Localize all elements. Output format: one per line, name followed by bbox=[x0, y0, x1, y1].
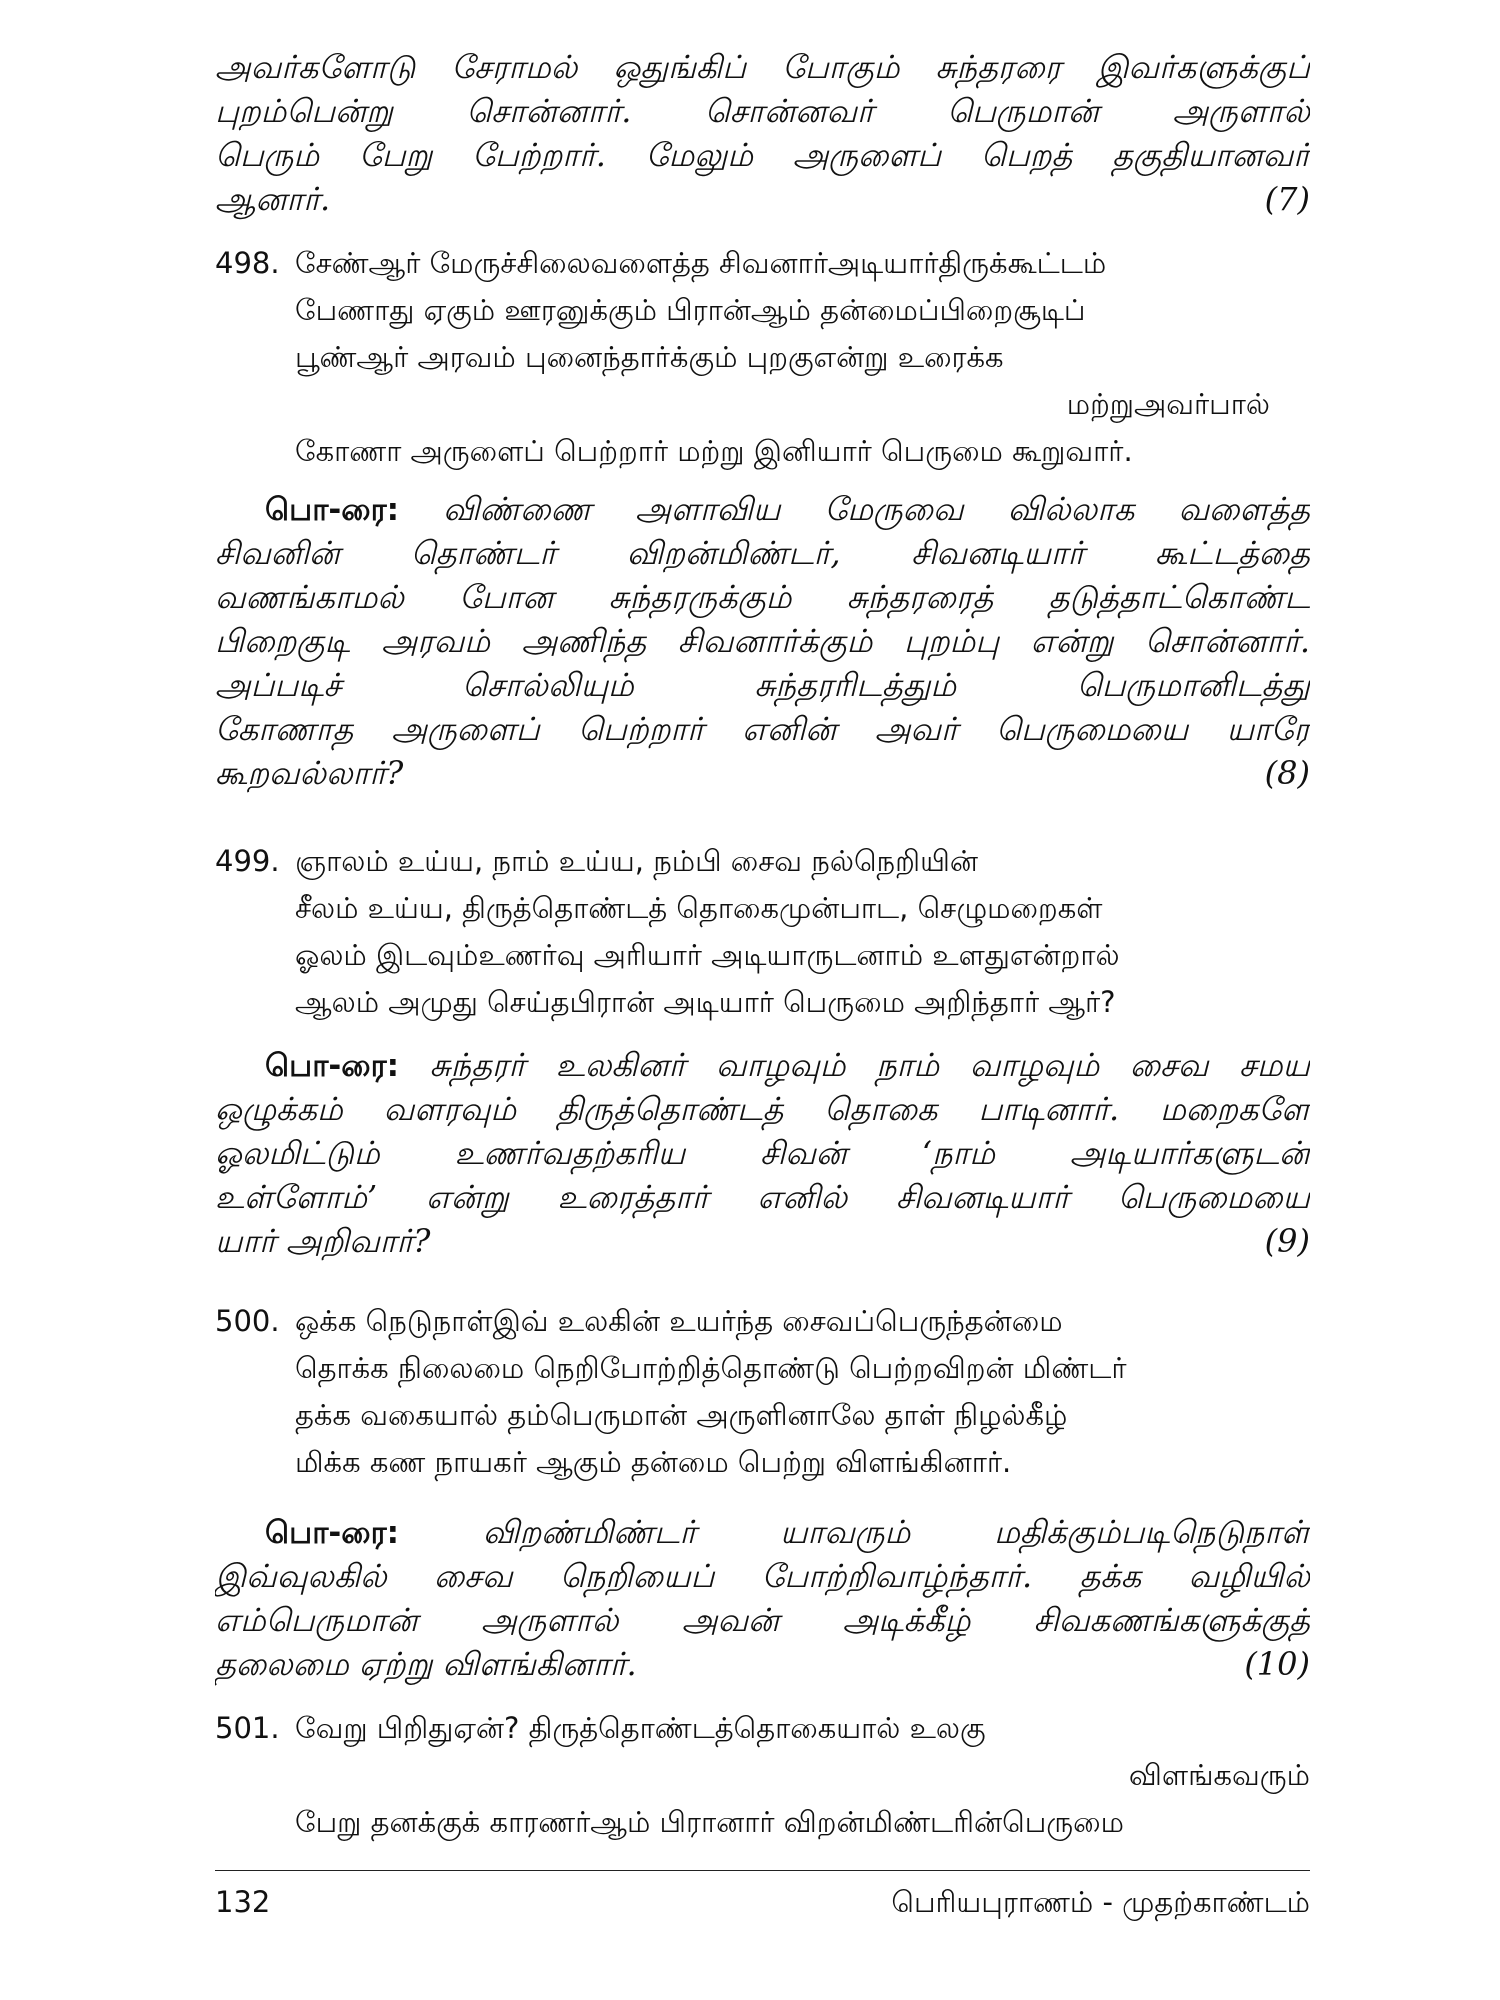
verse-line: தக்க வகையால் தம்பெருமான் அருளினாலே தாள் நிழல்கீழ் bbox=[295, 1398, 1068, 1432]
commentary-last-line bbox=[215, 1642, 1310, 1686]
verse-500 bbox=[215, 1298, 1127, 1486]
commentary-last-line bbox=[215, 1219, 1310, 1263]
verse-line: சீலம் உய்ய, திருத்தொண்டத் தொகைமுன்பாட, செழுமறைகள் bbox=[295, 891, 1103, 925]
verse-continuation: மற்றுஅவர்பால் bbox=[1066, 387, 1270, 421]
verse-501 bbox=[215, 1705, 1310, 1846]
verse-text: சேண்ஆர் மேருச்சிலைவளைத்த சிவனார்அடியார்திருக்கூட்டம் bbox=[295, 246, 1107, 280]
commentary-text: ஆனார். bbox=[215, 180, 331, 218]
commentary-text: தலைமை ஏற்று விளங்கினார். bbox=[215, 1645, 637, 1683]
verse-line bbox=[215, 240, 1270, 287]
verse-line: பேணாது ஏகும் ஊரனுக்கும் பிரான்ஆம் தன்மைப்பிறைசூடிப் bbox=[295, 293, 1086, 327]
commentary-line: அப்படிச் சொல்லியும் சுந்தரரிடத்தும் பெருமானிடத்து bbox=[215, 666, 1310, 704]
book-title: பெரியபுராணம் - முதற்காண்டம் bbox=[891, 1885, 1310, 1919]
commentary-label: பொ-ரை: bbox=[265, 492, 400, 528]
commentary-last-line bbox=[215, 177, 1310, 221]
commentary-line: புறம்பென்று சொன்னார். சொன்னவர் பெருமான் அருளால் bbox=[215, 92, 1310, 130]
verse-continuation: விளங்கவரும் bbox=[1128, 1758, 1310, 1792]
commentary-line: சிவனின் தொண்டர் விறன்மிண்டர், சிவனடியார் கூட்டத்தை bbox=[215, 534, 1310, 572]
commentary-line: அவர்களோடு சேராமல் ஒதுங்கிப் போகும் சுந்தரரை இவர்களுக்குப் bbox=[215, 48, 1310, 86]
verse-line bbox=[215, 1705, 1310, 1752]
verse-line: ஆலம் அமுது செய்தபிரான் அடியார் பெருமை அறிந்தார் ஆர்? bbox=[295, 985, 1116, 1019]
commentary-line: பெரும் பேறு பேற்றார். மேலும் அருளைப் பெறத் தகுதியானவர் bbox=[215, 136, 1310, 174]
commentary-line: ஒழுக்கம் வளரவும் திருத்தொண்டத் தொகை பாடினார். மறைகளே bbox=[215, 1090, 1310, 1128]
commentary-first-line bbox=[215, 487, 1310, 531]
footer-rule bbox=[215, 1870, 1310, 1871]
verse-line: பூண்ஆர் அரவம் புனைந்தார்க்கும் புறகுஎன்று உரைக்க bbox=[295, 340, 1004, 374]
commentary-number: (8) bbox=[1264, 754, 1310, 792]
verse-line: தொக்க நிலைமை நெறிபோற்றித்தொண்டு பெற்றவிறன் மிண்டர் bbox=[295, 1351, 1127, 1385]
commentary-first-line bbox=[215, 1043, 1310, 1087]
commentary-8 bbox=[215, 487, 1310, 795]
verse-text: ஞாலம் உய்ய, நாம் உய்ய, நம்பி சைவ நல்நெறியின் bbox=[295, 844, 978, 878]
commentary-number: (10) bbox=[1244, 1645, 1310, 1683]
commentary-text: யார் அறிவார்? bbox=[215, 1222, 431, 1260]
commentary-number: (9) bbox=[1264, 1222, 1310, 1260]
commentary-text: கூறவல்லார்? bbox=[215, 754, 404, 792]
commentary-line: வணங்காமல் போன சுந்தரருக்கும் சுந்தரரைத் தடுத்தாட்கொண்ட bbox=[215, 578, 1310, 616]
verse-number: 500. bbox=[215, 1304, 280, 1338]
commentary-line: பிறைகுடி அரவம் அணிந்த சிவனார்க்கும் புறம்பு என்று சொன்னார். bbox=[215, 622, 1310, 660]
verse-number: 501. bbox=[215, 1711, 280, 1745]
commentary-number: (7) bbox=[1264, 180, 1310, 218]
commentary-text: விறண்மிண்டர் யாவரும் மதிக்கும்படிநெடுநாள் bbox=[482, 1513, 1310, 1551]
commentary-line: இவ்வுலகில் சைவ நெறியைப் போற்றிவாழ்ந்தார். தக்க வழியில் bbox=[215, 1557, 1310, 1595]
commentary-line: எம்பெருமான் அருளால் அவன் அடிக்கீழ் சிவகணங்களுக்குத் bbox=[215, 1601, 1310, 1639]
verse-line: பேறு தனக்குக் காரணர்ஆம் பிரானார் விறன்மிண்டரின்பெருமை bbox=[295, 1805, 1124, 1839]
commentary-7 bbox=[215, 45, 1310, 221]
verse-line: கோணா அருளைப் பெற்றார் மற்று இனியார் பெருமை கூறுவார். bbox=[295, 434, 1133, 468]
commentary-last-line bbox=[215, 751, 1310, 795]
verse-499 bbox=[215, 838, 1120, 1026]
verse-line bbox=[215, 1298, 1126, 1345]
verse-line: மிக்க கண நாயகர் ஆகும் தன்மை பெற்று விளங்கினார். bbox=[295, 1445, 1012, 1479]
verse-text: வேறு பிறிதுஏன்? திருத்தொண்டத்தொகையால் உலகு bbox=[295, 1711, 986, 1745]
commentary-line: கோணாத அருளைப் பெற்றார் எனின் அவர் பெருமையை யாரே bbox=[215, 710, 1310, 748]
commentary-line: உள்ளோம்’ என்று உரைத்தார் எனில் சிவனடியார் பெருமையை bbox=[215, 1178, 1310, 1216]
commentary-label: பொ-ரை: bbox=[265, 1048, 400, 1084]
commentary-first-line bbox=[215, 1510, 1310, 1554]
commentary-text: விண்ணை அளாவிய மேருவை வில்லாக வளைத்த bbox=[443, 490, 1310, 528]
commentary-label: பொ-ரை: bbox=[265, 1515, 400, 1551]
verse-text: ஒக்க நெடுநாள்இவ் உலகின் உயர்ந்த சைவப்பெருந்தன்மை bbox=[295, 1304, 1063, 1338]
commentary-9 bbox=[215, 1043, 1310, 1263]
verse-number: 498. bbox=[215, 246, 280, 280]
commentary-10 bbox=[215, 1510, 1310, 1686]
commentary-text: சுந்தரர் உலகினர் வாழவும் நாம் வாழவும் சைவ சமய bbox=[429, 1046, 1310, 1084]
verse-line: ஓலம் இடவும்உணர்வு அரியார் அடியாருடனாம் உளதுஎன்றால் bbox=[295, 938, 1120, 972]
verse-line bbox=[215, 838, 1120, 885]
verse-number: 499. bbox=[215, 844, 280, 878]
page-number: 132 bbox=[215, 1885, 271, 1919]
commentary-line: ஓலமிட்டும் உணர்வதற்கரிய சிவன் ‘நாம் அடியார்களுடன் bbox=[215, 1134, 1310, 1172]
verse-498 bbox=[215, 240, 1270, 475]
